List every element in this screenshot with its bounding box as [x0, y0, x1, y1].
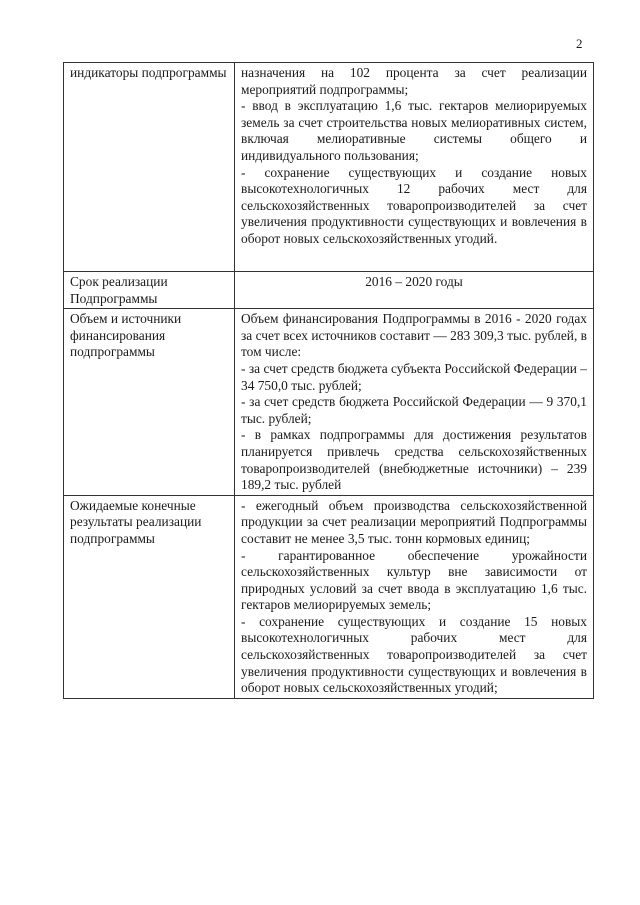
result-paragraph: - ежегодный объем производства сельскохозяйственной продукции за счет реализации мероприятий Подпрограммы составит не менее 3,5 тыс. тонн кормовых единиц;: [241, 497, 587, 546]
term-value: 2016 – 2020 годы: [365, 274, 463, 289]
indicator-paragraph: назначения на 102 процента за счет реализации мероприятий подпрограммы;: [241, 65, 587, 97]
table-row-results: [64, 495, 594, 698]
row-label-financing: Объем и источники финансирования подпрограммы: [64, 309, 235, 496]
table-row-term: [64, 272, 594, 309]
subprogram-passport-table: [63, 62, 594, 699]
financing-paragraph: Объем финансирования Подпрограммы в 2016 - 2020 годах за счет всех источников составит — 283 309,3 тыс. рублей, в том числе:: [241, 311, 587, 360]
row-label-term: Срок реализации Подпрограммы: [64, 272, 235, 309]
row-content-term: [235, 272, 594, 309]
page-number: 2: [576, 36, 583, 51]
indicator-paragraph: - сохранение существующих и создание новых высокотехнологичных 12 рабочих мест для сельскохозяйственных товаропроизводителей за счет увеличения продуктивности существующих и вовлечения в оборот новых сельскохозяйственных угодий.: [241, 164, 587, 246]
result-paragraph: - сохранение существующих и создание 15 новых высокотехнологичных рабочих мест для сельскохозяйственных товаропроизводителей за счет увеличения продуктивности существующих и вовлечения в оборот новых сельскохозяйственных угодий;: [241, 613, 587, 696]
indicator-paragraph: - ввод в эксплуатацию 1,6 тыс. гектаров мелиорируемых земель за счет строительства новых мелиоративных систем, включая мелиоративные системы общего и индивидуального пользования;: [241, 98, 587, 163]
table-row-financing: [64, 309, 594, 496]
table-row-indicators: [64, 63, 594, 272]
row-content-indicators: [235, 63, 594, 272]
row-label-indicators: индикаторы подпрограммы: [64, 63, 235, 272]
row-content-financing: [235, 309, 594, 496]
result-paragraph: - гарантированное обеспечение урожайности сельскохозяйственных культур вне зависимости от природных условий за счет ввода в эксплуатацию 1,6 тыс. гектаров мелиорируемых земель;: [241, 547, 587, 613]
financing-paragraph: - за счет средств бюджета Российской Федерации — 9 370,1 тыс. рублей;: [241, 394, 587, 426]
financing-paragraph: - за счет средств бюджета субъекта Российской Федерации – 34 750,0 тыс. рублей;: [241, 360, 587, 393]
financing-paragraph: - в рамках подпрограммы для достижения результатов планируется привлечь средства сельскохозяйственных товаропроизводителей (внебюджетные источники) – 239 189,2 тыс. рублей: [241, 427, 587, 493]
row-label-results: Ожидаемые конечные результаты реализации подпрограммы: [64, 495, 235, 698]
row-content-results: [235, 495, 594, 698]
